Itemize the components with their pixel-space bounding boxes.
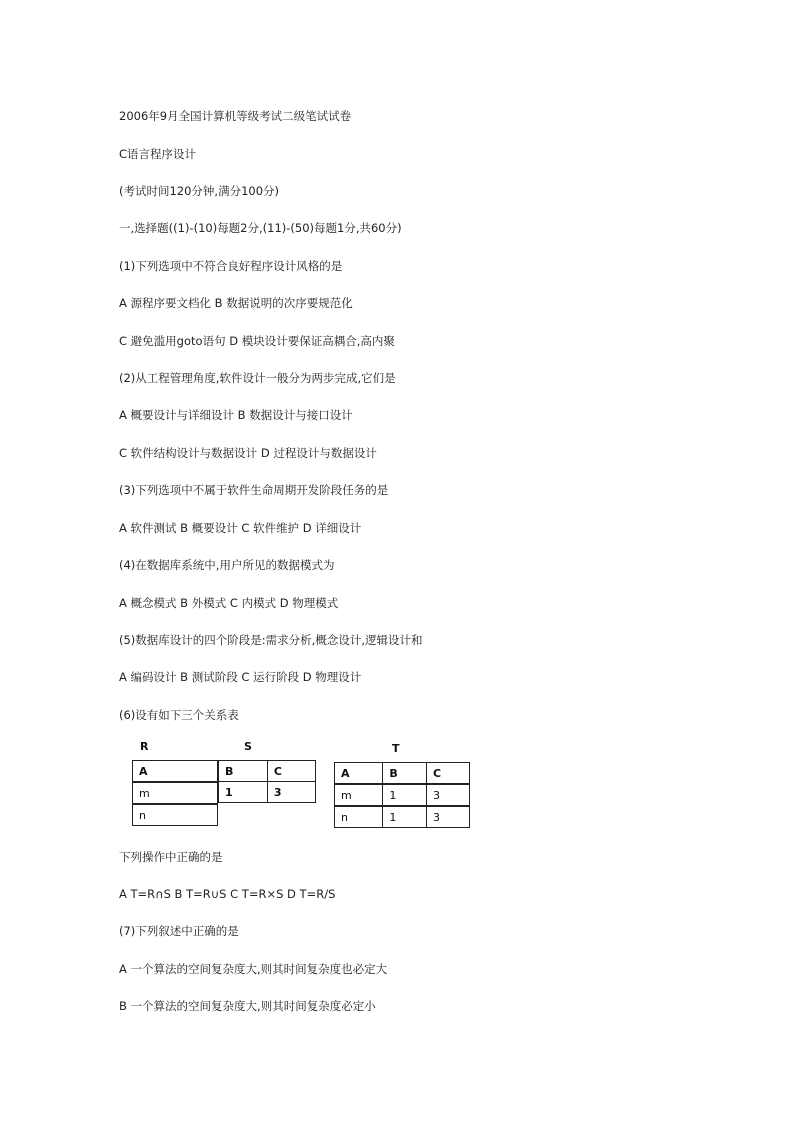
question-1-options-ab: A 源程序要文档化 B 数据说明的次序要规范化: [119, 296, 353, 310]
table-s-label: S: [244, 740, 252, 753]
question-5-options: A 编码设计 B 测试阶段 C 运行阶段 D 物理设计: [119, 670, 362, 684]
table-row: [219, 782, 316, 803]
question-6-prompt: 下列操作中正确的是: [119, 850, 223, 864]
table-t-cell: 1: [383, 806, 427, 828]
question-2: (2)从工程管理角度,软件设计一般分为两步完成,它们是: [119, 371, 396, 385]
table-r-header-a: A: [133, 761, 218, 783]
question-2-options-cd: C 软件结构设计与数据设计 D 过程设计与数据设计: [119, 446, 377, 460]
table-row: [335, 784, 470, 806]
table-t-cell: 3: [427, 784, 470, 806]
table-s: [218, 760, 316, 803]
table-row: [219, 761, 316, 782]
question-3-options: A 软件测试 B 概要设计 C 软件维护 D 详细设计: [119, 521, 362, 535]
table-r-cell: m: [133, 782, 218, 804]
table-t-cell: n: [335, 806, 383, 828]
table-r: [132, 760, 218, 826]
table-t: [334, 762, 470, 828]
table-row: [133, 804, 218, 826]
table-row: [133, 782, 218, 804]
table-r-cell: n: [133, 804, 218, 826]
question-1-options-cd: C 避免滥用goto语句 D 模块设计要保证高耦合,高内聚: [119, 334, 395, 348]
exam-info: (考试时间120分钟,满分100分): [119, 184, 280, 198]
table-t-header-b: B: [383, 763, 427, 785]
question-1: (1)下列选项中不符合良好程序设计风格的是: [119, 259, 343, 273]
section-heading: 一,选择题((1)-(10)每题2分,(11)-(50)每题1分,共60分): [119, 221, 402, 235]
table-row: [335, 763, 470, 785]
question-7: (7)下列叙述中正确的是: [119, 924, 239, 938]
question-3: (3)下列选项中不属于软件生命周期开发阶段任务的是: [119, 483, 389, 497]
table-t-cell: 3: [427, 806, 470, 828]
table-t-cell: 1: [383, 784, 427, 806]
table-s-header-c: C: [267, 761, 315, 782]
question-5: (5)数据库设计的四个阶段是:需求分析,概念设计,逻辑设计和: [119, 633, 423, 647]
table-row: [133, 761, 218, 783]
table-row: [335, 806, 470, 828]
question-2-options-ab: A 概要设计与详细设计 B 数据设计与接口设计: [119, 408, 353, 422]
relation-tables-figure: [120, 738, 480, 838]
question-6: (6)设有如下三个关系表: [119, 708, 239, 722]
question-7-option-b: B 一个算法的空间复杂度大,则其时间复杂度必定小: [119, 999, 376, 1013]
table-t-header-a: A: [335, 763, 383, 785]
table-s-cell: 3: [267, 782, 315, 803]
question-4: (4)在数据库系统中,用户所见的数据模式为: [119, 558, 335, 572]
question-4-options: A 概念模式 B 外模式 C 内模式 D 物理模式: [119, 596, 339, 610]
table-t-header-c: C: [427, 763, 470, 785]
question-7-option-a: A 一个算法的空间复杂度大,则其时间复杂度也必定大: [119, 962, 388, 976]
table-t-label: T: [392, 742, 400, 755]
table-s-header-b: B: [219, 761, 268, 782]
subject-title: C语言程序设计: [119, 147, 197, 161]
table-t-cell: m: [335, 784, 383, 806]
table-r-label: R: [140, 740, 149, 753]
exam-title: 2006年9月全国计算机等级考试二级笔试试卷: [119, 109, 352, 123]
question-6-options: A T=R∩S B T=R∪S C T=R×S D T=R/S: [119, 887, 336, 901]
table-s-cell: 1: [219, 782, 268, 803]
